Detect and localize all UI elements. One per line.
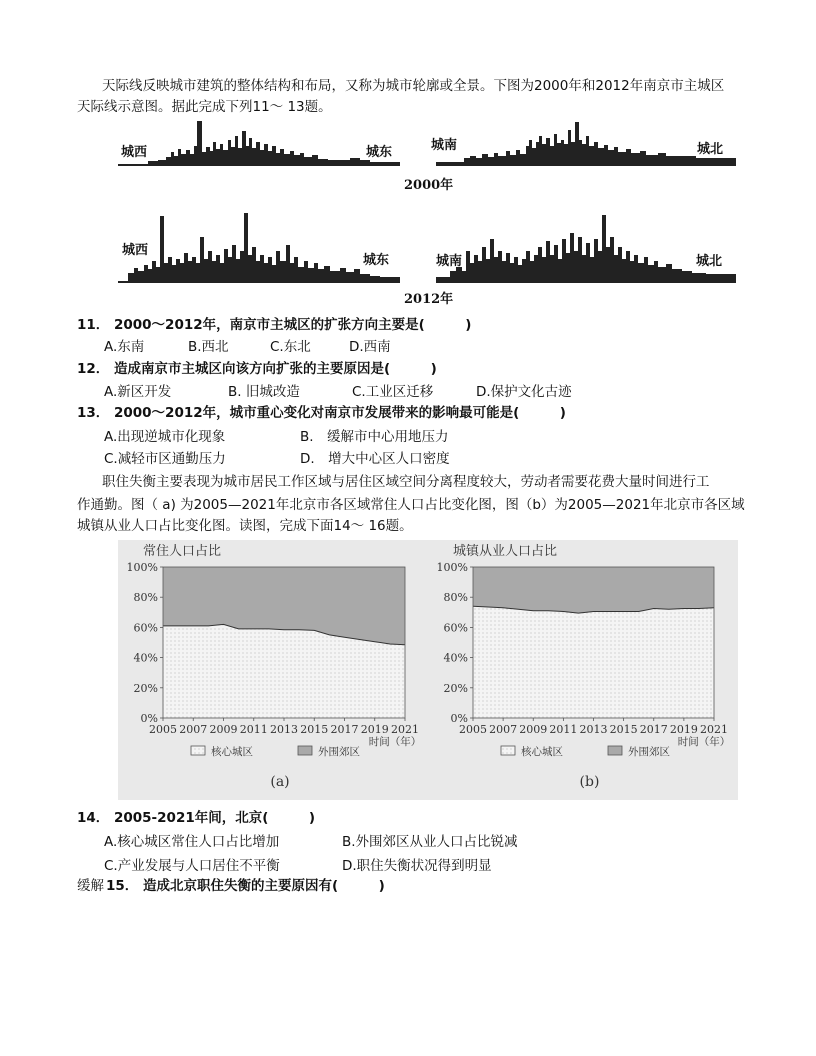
x-tick-label-b: 2019 xyxy=(669,723,698,736)
question-12-stem: 12． 造成南京市主城区向该方向扩张的主要原因是( ) xyxy=(77,361,437,377)
chart-title-a: 常住人口占比 xyxy=(143,544,222,559)
chart-figure xyxy=(118,540,738,800)
legend-label-outer-b: 外围郊区 xyxy=(628,746,670,758)
intro-a-line2: 天际线示意图。据此完成下列11～ 13题。 xyxy=(77,99,332,115)
question-14-stem: 14． 2005-2021年间，北京( ) xyxy=(77,810,316,826)
intro-b-line2: 作通勤。图（ a) 为2005—2021年北京市各区域常住人口占比变化图，图（b）为2005—2021年北京市各区域 xyxy=(77,497,745,513)
legend-label-core-b: 核心城区 xyxy=(521,746,563,758)
question-13-stem: 13． 2000～2012年，城市重心变化对南京市发展带来的影响最可能是( ) xyxy=(77,405,566,421)
intro-a-line1: 天际线反映城市建筑的整体结构和布局，又称为城市轮廓或全景。下图为2000年和2012年南京市主城区 xyxy=(102,78,725,94)
y-tick-label-b: 80% xyxy=(443,591,468,605)
chart-canvas xyxy=(118,540,738,800)
y-tick-label-a: 0% xyxy=(140,712,158,725)
q13-option-a[interactable]: A.出现逆城市化现象 xyxy=(104,429,226,445)
x-tick-label-a: 2009 xyxy=(209,723,238,736)
x-tick-label-a: 2015 xyxy=(300,723,329,736)
x-tick-label-b: 2015 xyxy=(609,723,638,736)
y-tick-label-b: 60% xyxy=(443,621,468,635)
skyline-label-north-2000: 城北 xyxy=(697,142,724,157)
x-tick-label-b: 2009 xyxy=(519,723,548,736)
skyline-label-west-2012: 城西 xyxy=(122,243,149,258)
chart-title-b: 城镇从业人口占比 xyxy=(453,544,558,559)
y-tick-label-b: 0% xyxy=(450,712,468,725)
q12-option-d[interactable]: D.保护文化古迹 xyxy=(476,384,572,400)
panel-label-a: (a) xyxy=(270,774,290,790)
year-label-2012: 2012年 xyxy=(404,292,454,307)
legend-swatch-core-b xyxy=(501,746,515,755)
q14-option-d-continuation: 缓解 xyxy=(77,878,104,894)
q13-option-b[interactable]: B. 缓解市中心用地压力 xyxy=(300,429,449,445)
skyline-label-south-2012: 城南 xyxy=(436,254,463,269)
q14-option-b[interactable]: B.外围郊区从业人口占比锐减 xyxy=(342,834,518,850)
skyline-label-west-2000: 城西 xyxy=(121,145,148,160)
x-tick-label-a: 2011 xyxy=(239,723,268,736)
q11-option-a[interactable]: A.东南 xyxy=(104,339,145,355)
x-tick-label-a: 2019 xyxy=(360,723,389,736)
q14-option-d[interactable]: D.职住失衡状况得到明显 xyxy=(342,858,492,874)
q14-option-a[interactable]: A.核心城区常住人口占比增加 xyxy=(104,834,280,850)
y-tick-label-a: 100% xyxy=(126,561,158,574)
question-15-stem: 15． 造成北京职住失衡的主要原因有( ) xyxy=(106,878,385,894)
y-tick-label-b: 40% xyxy=(443,651,468,665)
question-11-stem: 11． 2000～2012年，南京市主城区的扩张方向主要是( ) xyxy=(77,317,472,333)
x-axis-label-b: 时间（年） xyxy=(677,736,731,748)
x-tick-label-b: 2007 xyxy=(489,723,518,736)
q13-option-c[interactable]: C.减轻市区通勤压力 xyxy=(104,451,226,467)
x-tick-label-a: 2013 xyxy=(270,723,298,736)
skyline-2012-west-east xyxy=(118,211,400,283)
y-tick-label-a: 40% xyxy=(133,651,158,665)
x-tick-label-b: 2011 xyxy=(549,723,578,736)
skyline-2012-south-north xyxy=(436,211,736,283)
q13-option-d[interactable]: D. 增大中心区人口密度 xyxy=(300,451,450,467)
q11-option-c[interactable]: C.东北 xyxy=(270,339,311,355)
skyline-label-east-2000: 城东 xyxy=(366,145,393,160)
legend-swatch-outer-b xyxy=(608,746,622,755)
y-tick-label-a: 20% xyxy=(133,681,158,695)
legend-swatch-core-a xyxy=(191,746,205,755)
legend-label-core-a: 核心城区 xyxy=(211,746,253,758)
skyline-2000-west-east xyxy=(118,116,400,166)
skyline-label-south-2000: 城南 xyxy=(431,138,458,153)
y-tick-label-a: 60% xyxy=(133,621,158,635)
x-tick-label-b: 2005 xyxy=(459,723,487,736)
skyline-figure xyxy=(118,116,742,306)
year-label-2000: 2000年 xyxy=(404,178,454,193)
area-core-district-b xyxy=(473,606,714,718)
legend-swatch-outer-a xyxy=(298,746,312,755)
skyline-label-east-2012: 城东 xyxy=(363,253,390,268)
y-tick-label-b: 20% xyxy=(443,681,468,695)
panel-label-b: (b) xyxy=(579,774,600,790)
legend-label-outer-a: 外围郊区 xyxy=(318,746,360,758)
intro-b-line1: 职住失衡主要表现为城市居民工作区域与居住区域空间分离程度较大，劳动者需要花费大量时间进行工 xyxy=(102,474,710,490)
x-tick-label-a: 2007 xyxy=(179,723,208,736)
y-tick-label-a: 80% xyxy=(133,591,158,605)
skyline-label-north-2012: 城北 xyxy=(696,254,723,269)
x-tick-label-a: 2005 xyxy=(149,723,177,736)
x-tick-label-a: 2021 xyxy=(391,723,419,736)
q11-option-b[interactable]: B.西北 xyxy=(188,339,229,355)
q12-option-a[interactable]: A.新区开发 xyxy=(104,384,172,400)
q12-option-c[interactable]: C.工业区迁移 xyxy=(352,384,434,400)
x-tick-label-a: 2017 xyxy=(330,723,359,736)
q14-option-c[interactable]: C.产业发展与人口居住不平衡 xyxy=(104,858,280,874)
q11-option-d[interactable]: D.西南 xyxy=(349,339,391,355)
x-axis-label-a: 时间（年） xyxy=(368,736,422,748)
q12-option-b[interactable]: B. 旧城改造 xyxy=(228,384,300,400)
x-tick-label-b: 2021 xyxy=(700,723,728,736)
skyline-2000-south-north xyxy=(436,116,736,166)
x-tick-label-b: 2017 xyxy=(639,723,668,736)
y-tick-label-b: 100% xyxy=(436,561,468,574)
intro-b-line3: 城镇从业人口占比变化图。读图，完成下面14～ 16题。 xyxy=(77,518,413,534)
x-tick-label-b: 2013 xyxy=(579,723,608,736)
